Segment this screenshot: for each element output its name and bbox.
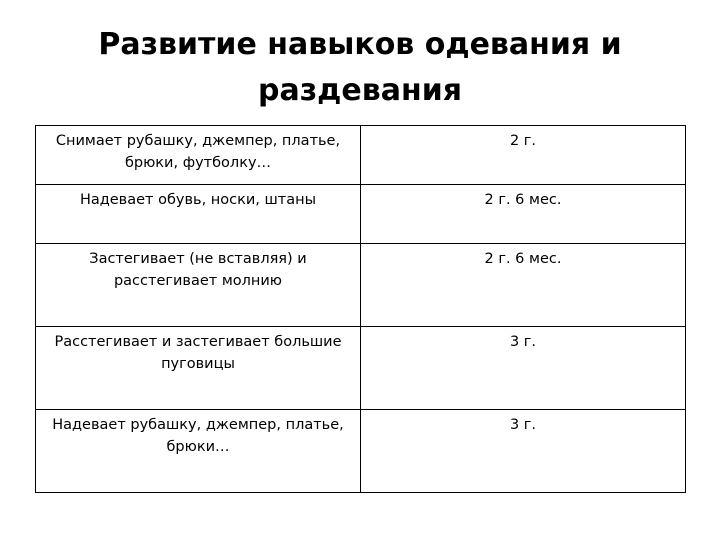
table-row <box>36 327 686 410</box>
skill-cell: Надевает рубашку, джемпер, платье, брюки… <box>36 410 361 493</box>
skill-cell: Надевает обувь, носки, штаны <box>36 185 361 244</box>
table-row <box>36 410 686 493</box>
skill-cell: Снимает рубашку, джемпер, платье, брюки, футболку… <box>36 126 361 185</box>
table-row <box>36 185 686 244</box>
skill-cell: Застегивает (не вставляя) и расстегивает молнию <box>36 244 361 327</box>
age-cell: 2 г. 6 мес. <box>361 244 686 327</box>
slide-title: Развитие навыков одевания и раздевания <box>98 27 622 108</box>
age-cell: 2 г. <box>361 126 686 185</box>
age-cell: 3 г. <box>361 410 686 493</box>
table-row <box>36 244 686 327</box>
skill-cell: Расстегивает и застегивает большие пуговицы <box>36 327 361 410</box>
age-cell: 3 г. <box>361 327 686 410</box>
skills-table <box>35 125 686 493</box>
table-row <box>36 126 686 185</box>
age-cell: 2 г. 6 мес. <box>361 185 686 244</box>
